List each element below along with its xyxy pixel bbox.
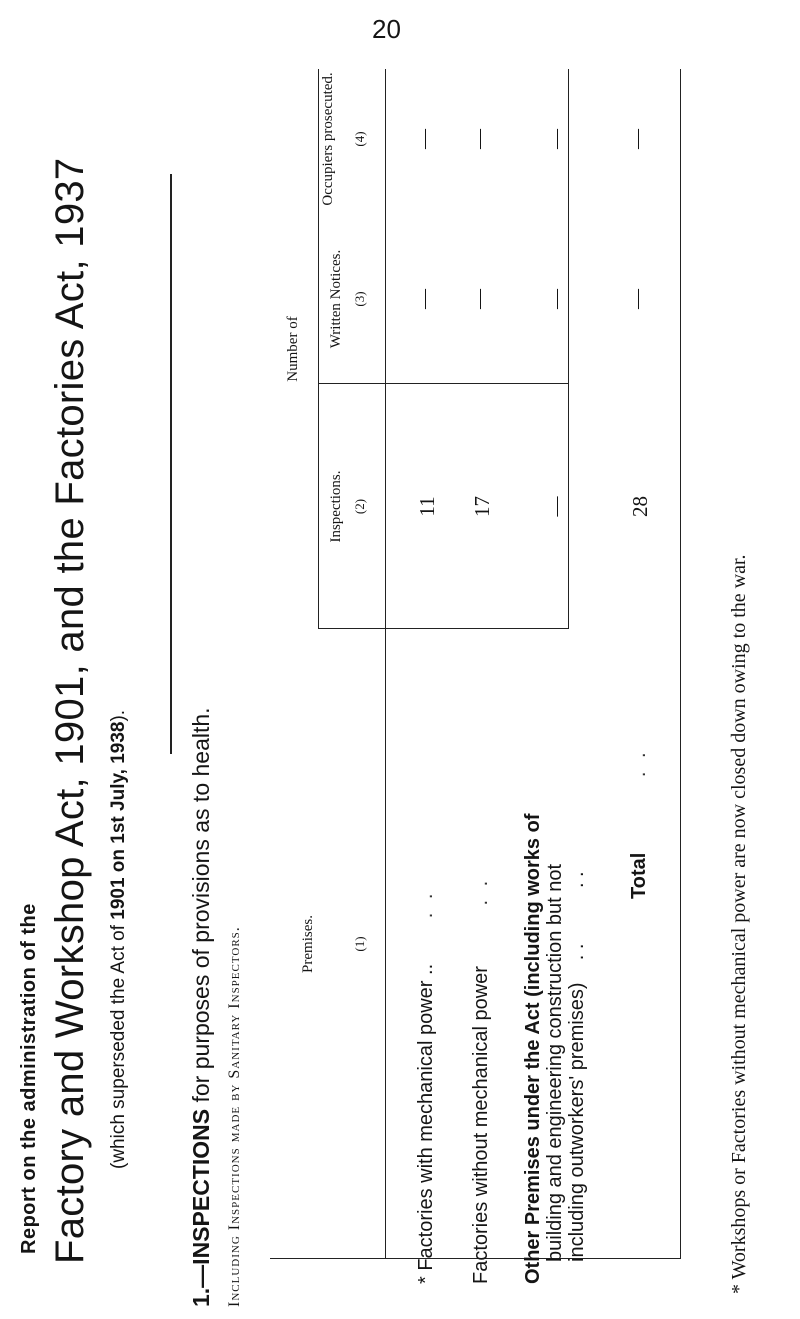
header-premises: Premises. bbox=[300, 915, 316, 973]
table-row-label bbox=[470, 877, 492, 1284]
row-3-inspections: — bbox=[545, 496, 567, 517]
act-title: Factory and Workshop Act, 1901, and the Factories Act, 1937 bbox=[48, 157, 92, 1264]
row-2-written-notices: — bbox=[468, 289, 490, 309]
row-3-occupiers-prosecuted: — bbox=[545, 129, 567, 149]
act-note-prefix: (which superseded the Act of bbox=[108, 919, 129, 1169]
table-rule-total-left bbox=[568, 69, 569, 629]
act-note-suffix: ). bbox=[108, 709, 129, 722]
total-row-label bbox=[628, 748, 650, 899]
page-number: 20 bbox=[372, 14, 401, 44]
row-2-label: Factories without mechanical power bbox=[470, 966, 492, 1284]
report-line: Report on the administration of the bbox=[18, 903, 40, 1254]
row-1-written-notices: — bbox=[413, 289, 435, 309]
col-number-2: (2) bbox=[352, 498, 367, 515]
header-number-of: Number of bbox=[285, 316, 301, 382]
row-1-inspections: 11 bbox=[415, 496, 439, 517]
title-rule bbox=[170, 174, 172, 754]
row-2-inspections: 17 bbox=[470, 496, 494, 517]
header-occupiers-prosecuted: Occupiers prosecuted. bbox=[320, 72, 336, 206]
section-heading bbox=[188, 707, 215, 1307]
section-heading-bold: 1.—INSPECTIONS bbox=[188, 1108, 214, 1307]
table-rule-number-of bbox=[318, 69, 319, 629]
col-number-4: (4) bbox=[352, 131, 367, 147]
section-subheading: Including Inspections made by Sanitary Inspectors. bbox=[226, 926, 243, 1307]
row-3-label-line-1: Other Premises under the Act (including works of bbox=[522, 813, 544, 1284]
row-2-occupiers-prosecuted: — bbox=[468, 129, 490, 149]
total-label: Total bbox=[628, 852, 650, 899]
act-note-date: 1901 on 1st July, 1938 bbox=[108, 721, 129, 920]
table-row-label bbox=[415, 890, 437, 1284]
total-occupiers-prosecuted: — bbox=[626, 129, 648, 149]
total-dots: . . bbox=[628, 748, 650, 778]
col-number-1: (1) bbox=[352, 936, 367, 952]
section-heading-rest: for purposes of provisions as to health. bbox=[188, 707, 214, 1109]
total-written-notices: — bbox=[626, 289, 648, 309]
row-2-dots: . . bbox=[470, 876, 492, 906]
row-1-occupiers-prosecuted: — bbox=[413, 129, 435, 149]
row-3-label-line-2: building and engineering construction but not bbox=[544, 863, 566, 1262]
total-inspections: 28 bbox=[628, 496, 652, 517]
act-note bbox=[108, 710, 130, 1169]
col-number-3: (3) bbox=[352, 291, 367, 307]
table-row-label bbox=[522, 814, 588, 1284]
row-1-label: * Factories with mechanical power .. bbox=[415, 963, 437, 1284]
footnote: * Workshops or Factories without mechanical power are now closed down owing to the war. bbox=[728, 554, 750, 1294]
row-1-dots: . . bbox=[415, 889, 437, 919]
row-3-written-notices: — bbox=[545, 289, 567, 309]
row-3-label-line-3: including outworkers' premises) . . . . bbox=[566, 871, 588, 1262]
header-written-notices: Written Notices. bbox=[328, 249, 344, 349]
header-inspections: Inspections. bbox=[328, 470, 344, 543]
table-rule-header bbox=[385, 69, 386, 1259]
table-rule-bottom bbox=[680, 69, 681, 1259]
